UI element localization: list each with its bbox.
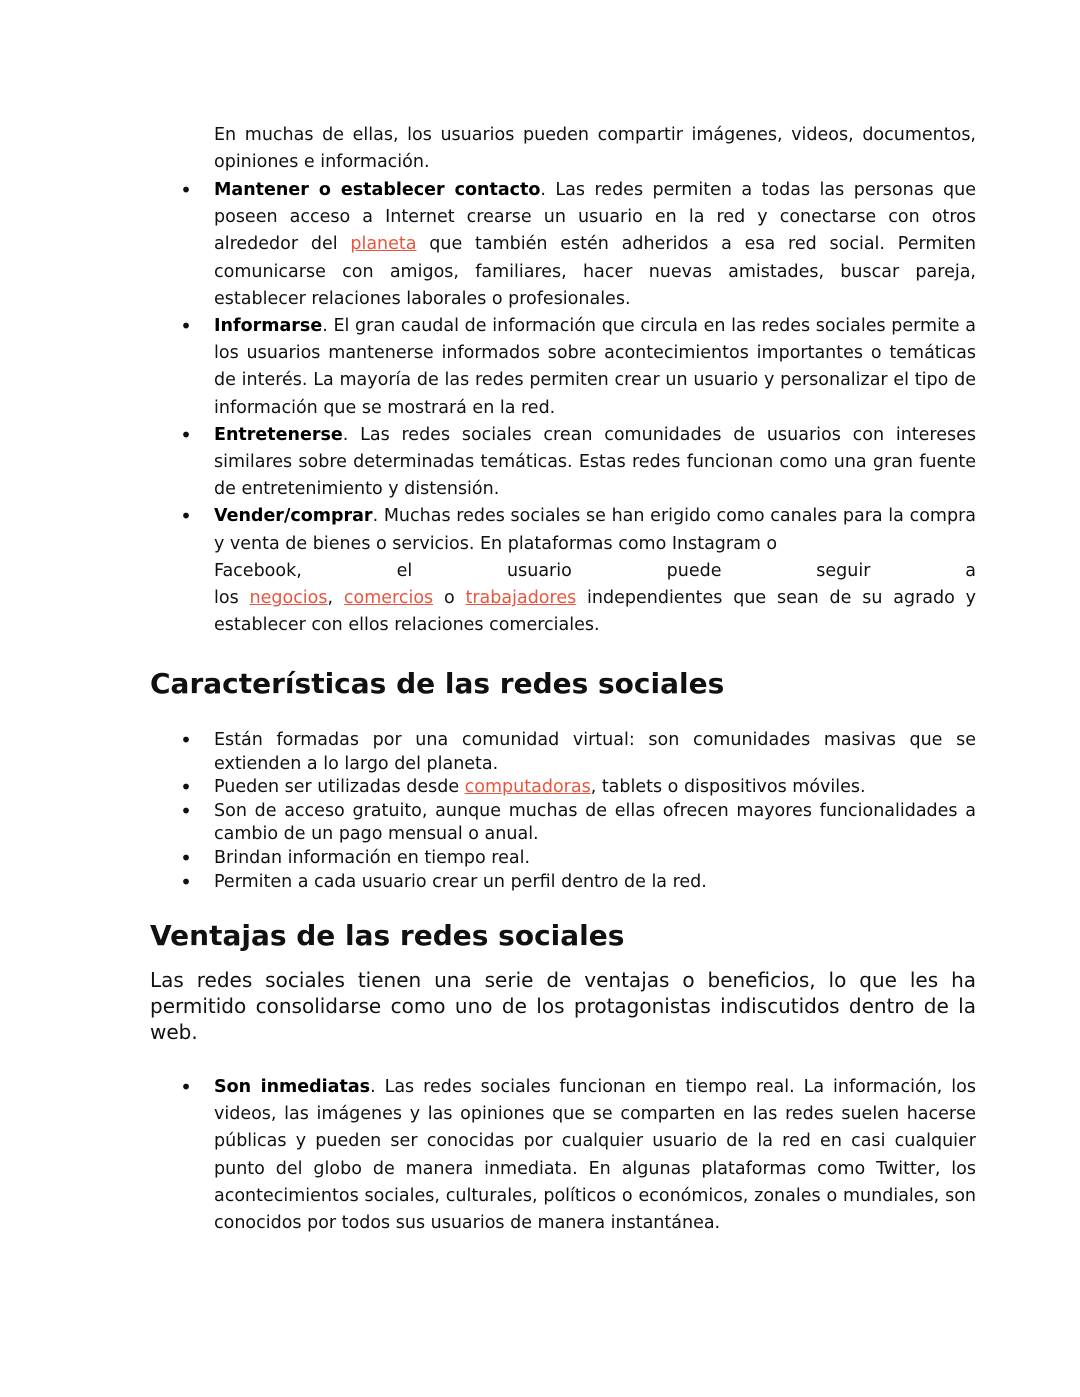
link-planeta[interactable]: planeta xyxy=(350,234,417,255)
list-item xyxy=(150,503,976,639)
item-text: Están formadas por una comunidad virtual: son comunidades masivas que se extienden a lo largo del planeta. xyxy=(214,730,976,774)
link-comercios[interactable]: comercios xyxy=(343,588,434,609)
continuation-block xyxy=(150,122,976,176)
separator-text: , xyxy=(327,588,344,609)
item-text: . Muchas redes sociales se han erigido como canales para la compra y venta de bienes o servicios. En plataformas como Instagram o xyxy=(214,506,976,554)
item-text: . El gran caudal de información que circula en las redes sociales permite a los usuarios mantenerse informados sobre acontecimientos importantes o temáticas de interés. La mayoría de las redes permiten crear un usuario y personalizar el tipo de información que se mostrará en la red. xyxy=(214,316,976,418)
characteristics-list xyxy=(150,729,976,894)
item-text: Son de acceso gratuito, aunque muchas de ellas ofrecen mayores funcionalidades a cambio de un pago mensual o anual. xyxy=(214,800,976,845)
uses-list-block xyxy=(150,177,976,639)
bullet-icon: • xyxy=(180,1075,192,1099)
item-title: Vender/comprar xyxy=(214,506,373,527)
uses-list xyxy=(150,177,976,639)
spread-line xyxy=(214,558,976,585)
bullet-icon: • xyxy=(180,869,192,894)
advantages-heading: Ventajas de las redes sociales xyxy=(150,919,625,952)
advantages-list xyxy=(150,1074,976,1237)
bullet-icon: • xyxy=(180,798,192,823)
item-text: , tablets o dispositivos móviles. xyxy=(590,777,866,798)
item-title: Son inmediatas xyxy=(214,1077,371,1097)
list-item xyxy=(150,177,976,313)
advantages-list-block xyxy=(150,1074,976,1237)
spread-word: Facebook, xyxy=(214,560,302,581)
item-text: . Las redes sociales funcionan en tiempo real. La información, los videos, las imágenes y las opiniones que se comparten en las redes suelen hacerse públicas y pueden ser conocidas por cualquier usuario de la red en casi cualquier punto del globo de manera inmediata. En algunas plataformas como Twitter, los acontecimientos sociales, culturales, políticos o económicos, zonales o mundiales, son conocidos por todos sus usuarios de manera instantánea. xyxy=(214,1077,976,1234)
list-item xyxy=(150,1074,976,1237)
item-text: . Las redes sociales crean comunidades de usuarios con intereses similares sobre determinadas temáticas. Estas redes funcionan como una gran fuente de entretenimiento y distensión. xyxy=(214,424,976,500)
bullet-icon: • xyxy=(180,775,192,800)
list-item xyxy=(150,871,976,895)
bullet-icon: • xyxy=(180,178,192,202)
bullet-icon: • xyxy=(180,314,192,339)
characteristics-list-block xyxy=(150,729,976,894)
advantages-intro: Las redes sociales tienen una serie de ventajas o beneficios, lo que les ha permitido consolidarse como uno de los protagonistas indiscutidos dentro de la web. xyxy=(150,968,976,1044)
list-item xyxy=(150,800,976,847)
bullet-icon: • xyxy=(180,504,192,529)
link-negocios[interactable]: negocios xyxy=(249,588,328,609)
vender-last-lines xyxy=(214,585,976,639)
item-text: que también estén adheridos a esa red social. Permiten comunicarse con amigos, familiares, hacer nuevas amistades, buscar pareja, establecer relaciones laborales o profesionales. xyxy=(214,234,976,309)
item-text: Pueden ser utilizadas desde xyxy=(214,777,465,798)
list-item xyxy=(150,729,976,776)
item-text: . Las redes permiten a todas las personas que poseen acceso a Internet crearse un usuario en la red y conectarse con otros alrededor del xyxy=(214,180,976,255)
item-title: Entretenerse xyxy=(214,424,343,445)
spread-word: el xyxy=(396,560,413,581)
item-text: Brindan información en tiempo real. xyxy=(214,847,531,868)
list-item xyxy=(150,776,976,800)
bullet-icon: • xyxy=(180,422,192,447)
continuation-text: En muchas de ellas, los usuarios pueden compartir imágenes, videos, documentos, opiniones e información. xyxy=(214,125,976,173)
link-trabajadores[interactable]: trabajadores xyxy=(465,588,577,609)
spread-word: usuario xyxy=(507,560,572,581)
list-item xyxy=(150,313,976,422)
bullet-icon: • xyxy=(180,845,192,870)
vender-first-lines xyxy=(214,503,976,557)
list-item xyxy=(150,422,976,504)
spread-word: puede xyxy=(666,560,722,581)
bullet-icon: • xyxy=(180,728,192,752)
spread-word: seguir xyxy=(816,560,871,581)
item-text: Permiten a cada usuario crear un perfil dentro de la red. xyxy=(214,871,707,892)
list-item xyxy=(150,847,976,871)
characteristics-heading: Características de las redes sociales xyxy=(150,667,725,700)
item-title: Informarse xyxy=(214,316,323,337)
item-text: independientes que sean de su agrado y establecer con ellos relaciones comerciales. xyxy=(214,588,976,636)
item-title: Mantener o establecer contacto xyxy=(214,180,541,200)
spread-word: a xyxy=(965,560,976,581)
link-computadoras[interactable]: computadoras xyxy=(464,777,591,798)
separator-text: o xyxy=(433,588,466,609)
item-text: los xyxy=(214,588,250,609)
